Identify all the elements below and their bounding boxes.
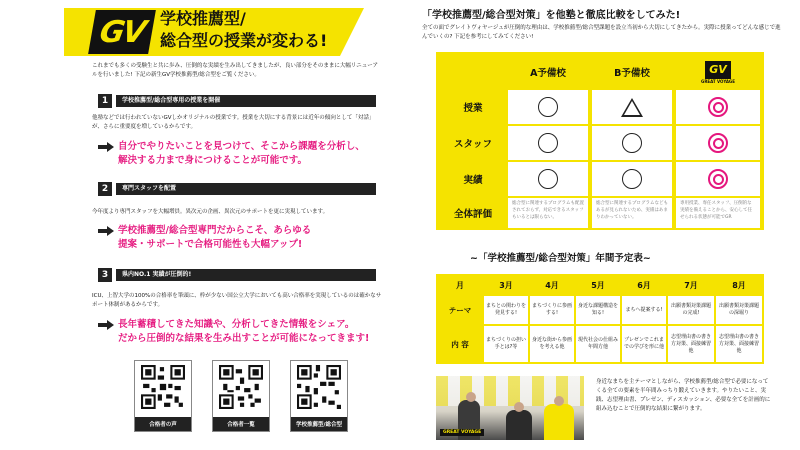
highlight-line-2: 提案・サポートで合格可能性も大幅アップ! [118, 239, 303, 250]
comparison-table [436, 52, 764, 230]
theme-cell: まちへ提案する! [622, 296, 666, 324]
theme-cell: 出願書類対策課題の深堀り [716, 296, 762, 324]
comparison-intro: 全ての面でグレイトヴォヤージュが圧倒的な理由は、学校推薦型/総合型課題を設立当初から大切にしてきたから。実際に授業ってどんな感じで進んでいくの? 下記を参考にしてみてください! [422, 25, 781, 40]
highlight-line-2: だから圧倒的な結果を生み出すことが可能になってきます! [118, 333, 370, 344]
arrow-right-icon [98, 142, 114, 152]
content-cell: まちづくりの担い手とは?等 [484, 326, 528, 362]
title-line-1: 学校推薦型/ [160, 9, 246, 28]
column-header-a: A予備校 [530, 68, 566, 79]
highlight-line-1: 自分でやりたいことを見つけて、そこから課題を分析し、 [118, 141, 365, 152]
content-cell: 志望理由書の書き方対策、面接練習 他 [668, 326, 714, 362]
eval-cell-b: 総合型に関連するプログラムなどもあるが見られないため、実績はあまりわかっていない。 [592, 198, 672, 228]
classroom-photo [436, 376, 584, 440]
double-circle-mark-icon [708, 169, 728, 189]
section-highlight [118, 224, 398, 252]
highlight-line-1: 学校推薦型/総合型専門だからこそ、あらゆる [118, 225, 312, 236]
section-2 [92, 182, 388, 262]
intro-text: これまでも多くの受験生と共に歩み、圧倒的な実績を生み出してきましたが、良い部分をそのままに大幅リニューアルを行いました! 下記の新生GV学校推薦型/総合型をご覧ください。 [92, 63, 378, 78]
comparison-title: 「学校推薦型/総合型対策」を他塾と徹底比較をしてみた! [422, 10, 681, 21]
qr-code-icon [219, 365, 263, 409]
theme-cell: 身近な課題構造を知る! [576, 296, 620, 324]
qr-label: 学校推薦型/総合型 [291, 417, 347, 431]
theme-label: テーマ [448, 305, 472, 315]
mark-cell [508, 90, 588, 124]
arrow-right-icon [98, 320, 114, 330]
circle-mark-icon [538, 169, 558, 189]
section-number: 3 [98, 268, 112, 282]
qr-card-voices[interactable] [134, 360, 192, 432]
month-header: 4月 [545, 280, 559, 290]
section-body: 他塾などでは行われていないGVしかオリジナルの授業です。授業を大切にする背景には近年の傾向として「対話」が、さらに重要度を増しているからです。 [92, 115, 375, 130]
circle-mark-icon [538, 133, 558, 153]
section-body: 今年度より専門スタッフを大幅増員。異次元の企画、異次元のサポートを更に実現しています。 [92, 209, 329, 215]
double-circle-mark-icon [708, 97, 728, 117]
mark-cell [508, 126, 588, 160]
qr-card-program[interactable] [290, 360, 348, 432]
month-header: 3月 [499, 280, 513, 290]
content-cell: 志望理由書の書き方対策、面接練習 他 [716, 326, 762, 362]
theme-cell: まちとの関わりを発見する! [484, 296, 528, 324]
section-heading: 学校推薦型/総合型専用の授業を開催 [116, 95, 376, 107]
title-line-2: 総合型の授業が変わる! [160, 31, 328, 50]
circle-mark-icon [622, 133, 642, 153]
triangle-mark-icon [621, 98, 643, 117]
content-label: 内 容 [451, 339, 469, 349]
month-header: 5月 [591, 280, 605, 290]
row-header-results: 実績 [463, 175, 483, 186]
section-number: 1 [98, 94, 112, 108]
mark-cell [676, 90, 760, 124]
column-header-gv [676, 56, 760, 88]
gv-logo: GV [88, 10, 156, 54]
double-circle-mark-icon [708, 133, 728, 153]
theme-cell: 出願書類対策課題の完成! [668, 296, 714, 324]
schedule-title: ~「学校推薦型/総合型対策」年間予定表~ [470, 253, 651, 264]
row-header-lessons: 授業 [463, 103, 483, 114]
mark-cell [592, 90, 672, 124]
qr-label: 合格者の声 [135, 417, 191, 431]
section-highlight [118, 140, 398, 168]
photo-badge: GREAT VOYAGE [440, 429, 484, 436]
page-title [160, 8, 327, 52]
schedule-table [436, 274, 764, 364]
section-number: 2 [98, 182, 112, 196]
section-1 [92, 94, 388, 174]
program-description: 身近なまちを主テーマとしながら、学校推薦型/総合型で必要になってくる全ての要素を半年間みっちり鍛えていきます。やりたいこと、実践、志望理由書、プレゼン、ディスカッション、必要な全てを計画的に組み込むことで圧倒的な結果に繋がります。 [596, 379, 771, 412]
content-cell: 身近な街から参画を考える他 [530, 326, 574, 362]
circle-mark-icon [622, 169, 642, 189]
qr-code-icon [297, 365, 341, 409]
column-header-b: B予備校 [614, 68, 650, 79]
content-cell: プレゼンでこれまでの学びを形に他 [622, 326, 666, 362]
eval-cell-gv: 専用授業、専任スタッフ、圧倒的な実績を備えることから、安心して任せられる状態が可能でGR [676, 198, 760, 228]
month-header: 7月 [684, 280, 698, 290]
highlight-line-1: 長年蓄積してきた知識や、分析してきた情報をシェア。 [118, 319, 355, 330]
mark-cell [592, 126, 672, 160]
section-highlight [118, 318, 403, 346]
circle-mark-icon [538, 97, 558, 117]
row-header-staff: スタッフ [453, 139, 492, 150]
qr-card-results[interactable] [212, 360, 270, 432]
mark-cell [592, 162, 672, 196]
month-header: 8月 [732, 280, 746, 290]
section-3 [92, 268, 388, 352]
arrow-right-icon [98, 226, 114, 236]
gv-logo-sub: GREAT VOYAGE [701, 78, 735, 84]
mark-cell [676, 162, 760, 196]
highlight-line-2: 解決する力まで身につけることが可能です。 [118, 155, 308, 166]
section-body: ICU、上智大学の100%の合格率を筆頭に、枠が少ない国公立大学においても高い合格率を実現しているのは確かなサポート体制があるからです。 [92, 293, 382, 308]
theme-cell: まちづくりに参画する! [530, 296, 574, 324]
qr-label: 合格者一覧 [213, 417, 269, 431]
gv-logo-mini: GV [705, 61, 731, 79]
row-header-overall: 全体評価 [453, 209, 492, 220]
month-label: 月 [456, 280, 464, 290]
month-header: 6月 [637, 280, 651, 290]
section-heading: 県内NO.1 実績が圧倒的! [116, 269, 376, 281]
right-page [400, 0, 800, 450]
eval-cell-a: 総合型に関連するプログラムも配置されておらず、対応できるスタッフもいるとは限らない。 [508, 198, 588, 228]
mark-cell [508, 162, 588, 196]
qr-code-icon [141, 365, 185, 409]
mark-cell [676, 126, 760, 160]
section-heading: 専門スタッフを配置 [116, 183, 376, 195]
content-cell: 現代社会の仕組み年間方他 [576, 326, 620, 362]
